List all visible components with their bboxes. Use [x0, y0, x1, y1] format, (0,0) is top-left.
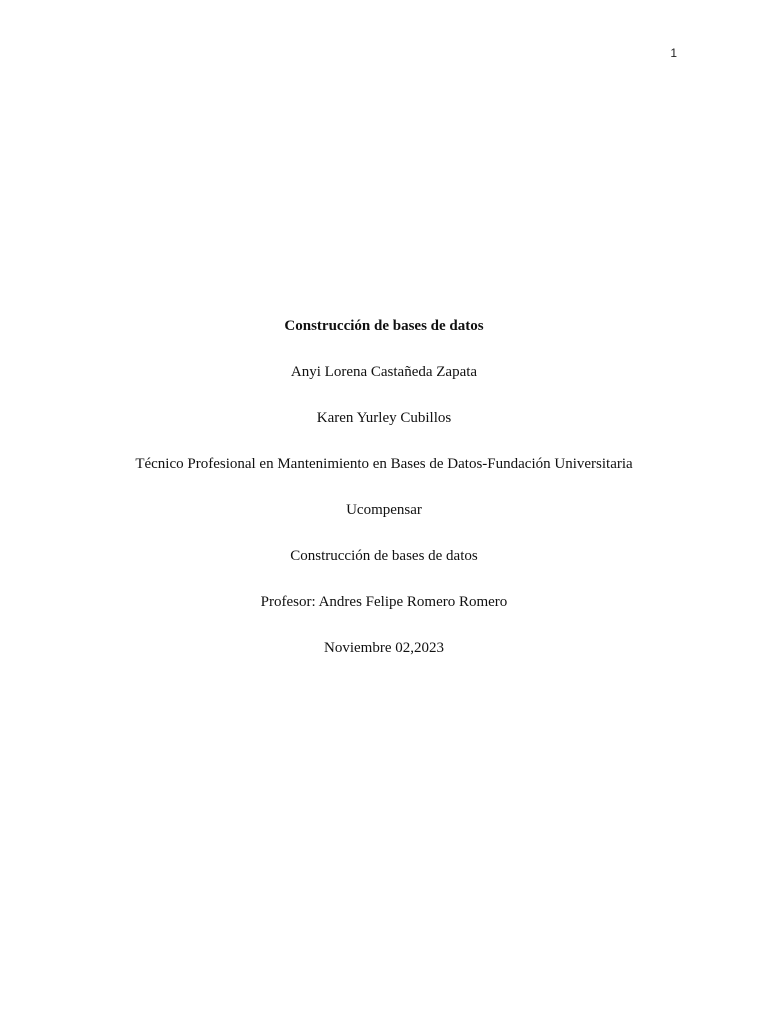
document-date: Noviembre 02,2023: [324, 640, 444, 656]
course-name: Construcción de bases de datos: [290, 548, 478, 564]
program-name: Técnico Profesional en Mantenimiento en Bases de Datos-Fundación Universitaria: [135, 456, 633, 472]
institution-name: Ucompensar: [346, 502, 422, 518]
page-number: 1: [670, 46, 677, 60]
author-1: Anyi Lorena Castañeda Zapata: [290, 364, 478, 380]
author-2: Karen Yurley Cubillos: [316, 410, 452, 426]
document-title: Construcción de bases de datos: [284, 318, 484, 334]
title-page-block: [0, 316, 768, 684]
professor-name: Profesor: Andres Felipe Romero Romero: [260, 594, 508, 610]
